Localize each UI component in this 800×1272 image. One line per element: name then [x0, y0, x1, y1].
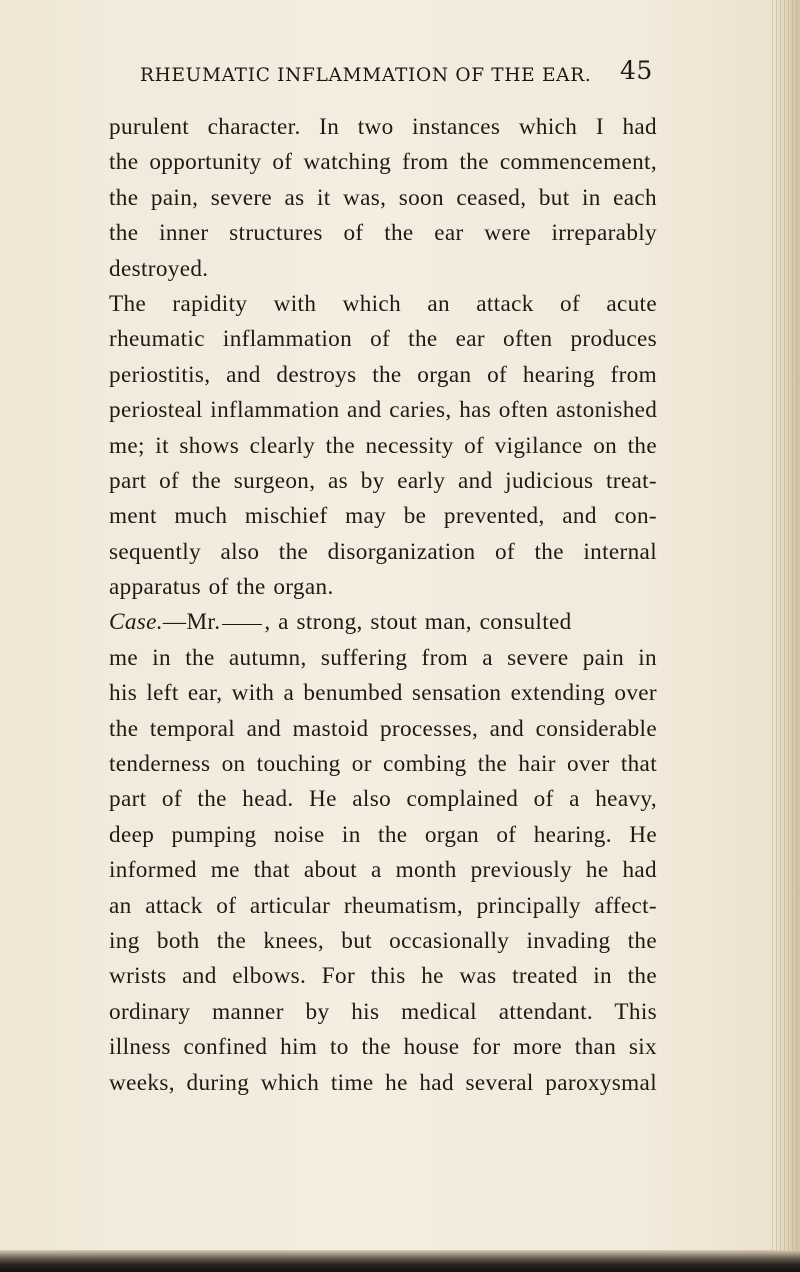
page-edge-stack [772, 0, 800, 1272]
text-line: illness confined him to the house for more than six [109, 1034, 657, 1061]
text-line: ordinary manner by his medical attendant. This [109, 998, 657, 1025]
text-line: the pain, severe as it was, soon ceased, but in each [109, 184, 657, 211]
text-line: part of the head. He also complained of a heavy, [109, 786, 657, 813]
text-line: periosteal inflammation and caries, has often astonished [109, 397, 658, 424]
text-line: periostitis, and destroys the organ of hearing from [109, 361, 657, 388]
text-line: The rapidity with which an attack of acute [109, 290, 657, 317]
text-line: purulent character. In two instances which I had [109, 114, 657, 140]
text-line: ing both the knees, but occasionally invading the [109, 927, 657, 954]
case-label: Case. [109, 609, 163, 636]
text-line: deep pumping noise in the organ of hearing. He [109, 821, 657, 848]
text-line: me in the autumn, suffering from a severe pain in [109, 644, 657, 671]
text-line: the opportunity of watching from the commencement, [109, 149, 657, 176]
text-line: the inner structures of the ear were irreparably [109, 220, 657, 247]
running-head [140, 65, 660, 86]
text-line: wrists and elbows. For this he was treated in the [109, 963, 657, 990]
text-line: destroyed. [109, 255, 209, 282]
case-mr: —Mr. [162, 609, 221, 636]
body-text [109, 110, 657, 1101]
running-head-title: RHEUMATIC INFLAMMATION OF THE EAR. [140, 65, 592, 86]
text-line: his left ear, with a benumbed sensation extending over [109, 680, 657, 707]
text-line: informed me that about a month previously he had [109, 857, 657, 884]
text-line: tenderness on touching or combing the hair over that [109, 751, 657, 778]
text-line: an attack of articular rheumatism, principally affect- [109, 892, 657, 919]
text-line: weeks, during which time he had several paroxysmal [109, 1069, 657, 1096]
text-line: sequently also the disorganization of the internal [109, 538, 657, 565]
text-line: ment much mischief may be prevented, and con- [109, 503, 657, 530]
text-line: apparatus of the organ. [109, 574, 334, 601]
text-line: the temporal and mastoid processes, and considerable [109, 715, 657, 742]
text-line: me; it shows clearly the necessity of vigilance on the [109, 432, 657, 459]
name-omission-dash [222, 624, 262, 625]
page-number: 45 [620, 56, 653, 85]
text-line: part of the surgeon, as by early and judicious treat- [109, 467, 657, 494]
text-line: rheumatic inflammation of the ear often produces [109, 326, 657, 353]
case-line [109, 605, 657, 640]
bottom-shadow-edge [0, 1250, 800, 1272]
case-rest: , a strong, stout man, consulted [264, 609, 572, 636]
